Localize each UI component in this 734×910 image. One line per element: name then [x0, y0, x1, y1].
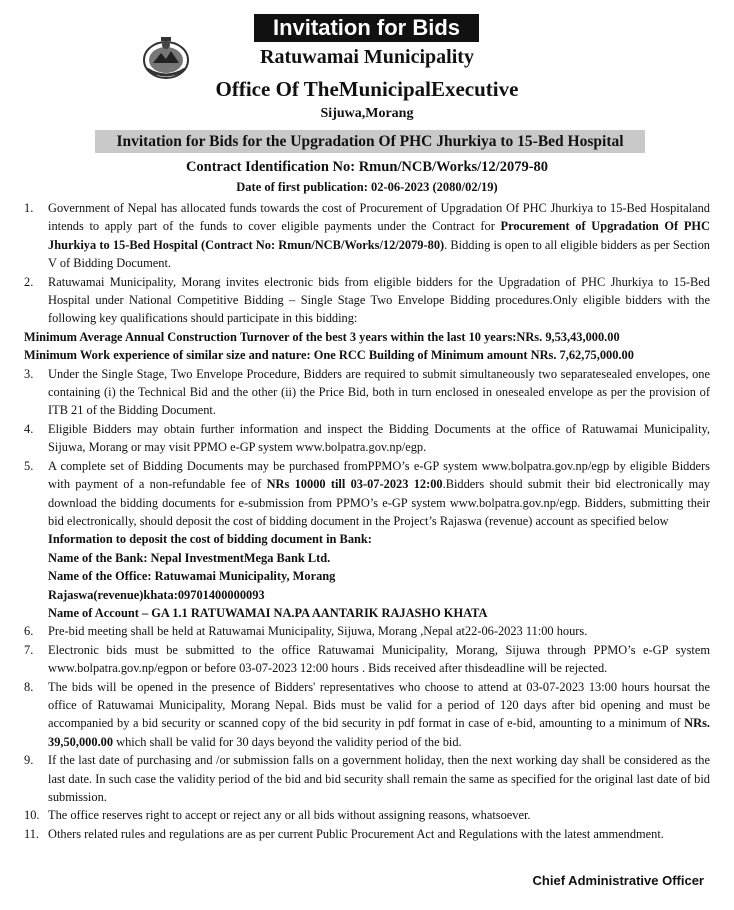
- item-number: 6.: [24, 624, 34, 639]
- item-text: Under the Single Stage, Two Envelope Procedure, Bidders are required to submit simultaneously two separatesealed envelopes, one containing (i) the Technical Bid and the other (ii) the Price Bid, both in turn enclosed in onesealed envelope as per the provision of ITB 21 of the Bidding Document.: [48, 366, 710, 418]
- notice-title: Invitation for Bids: [254, 14, 479, 42]
- revenue-account-number: Rajaswa(revenue)khata:09701400000093: [48, 587, 265, 602]
- list-item: [24, 622, 710, 640]
- item-text: .Bidders should submit their bid electronically may download the bidding documents for e-submission from PPMO’s e-GP system www.bolpatra.gov.np/egp. Bidders, submitting their bid electronically, should deposit the cost of bidding document in the Project’s Rajaswa (revenue) account as specified below: [48, 477, 711, 528]
- item-number: 8.: [24, 679, 34, 694]
- signature-title: Chief Administrative Officer: [532, 873, 704, 888]
- item-bold-text: NRs 10000 till 03-07-2023 12:00: [266, 477, 443, 492]
- item-text: Electronic bids must be submitted to the office Ratuwamai Municipality, Morang, Sijuwa through PPMO’s e-GP system www.bolpatra.gov.np/egpon or before 03-07-2023 12:00 hours . Bids received after thisdeadline will be rejected.: [48, 642, 710, 676]
- item-text: Government of Nepal has allocated funds towards the cost of Procurement of Upgradation Of PHC Jhurkiya to 15-Bed Hospitaland intends to apply part of the funds to cover eligible payments under the Contract for: [48, 201, 710, 234]
- list-item: [24, 273, 710, 365]
- list-item: [24, 199, 710, 273]
- office-name: Office Of TheMunicipalExecutive: [215, 77, 519, 101]
- item-bold-text: NRs. 39,50,000.00: [48, 716, 710, 749]
- item-text: The office reserves right to accept or reject any or all bids without assigning reasons, whatsoever.: [48, 808, 531, 823]
- office-account-name: Name of the Office: Ratuwamai Municipality, Morang: [48, 569, 336, 584]
- item-number: 10.: [24, 808, 40, 823]
- item-text: A complete set of Bidding Documents may be purchased fromPPMO’s e-GP system www.bolpatra.gov.np/egp by eligible Bidders with payment of a non-refundable fee of: [48, 458, 710, 492]
- item-text: Pre-bid meeting shall be held at Ratuwamai Municipality, Sijuwa, Morang ,Nepal at22-06-2023 11:00 hours.: [48, 624, 588, 639]
- organization-name: Ratuwamai Municipality: [260, 46, 474, 68]
- bank-info-heading: Information to deposit the cost of bidding document in Bank:: [48, 532, 372, 547]
- item-text: If the last date of purchasing and /or submission falls on a government holiday, then the next working day shall be considered as the last date. In such case the validity period of the bid and bid security shall remain the same as specified for the original last date of bid submission.: [48, 753, 710, 804]
- item-number: 1.: [24, 201, 34, 215]
- list-item: [24, 806, 710, 824]
- item-number: 3.: [24, 366, 34, 381]
- item-number: 5.: [24, 458, 34, 473]
- list-item: [24, 457, 710, 623]
- account-name: Name of Account – GA 1.1 RATUWAMAI NA.PA AANTARIK RAJASHO KHATA: [48, 605, 488, 620]
- item-number: 4.: [24, 421, 34, 436]
- item-number: 7.: [24, 642, 34, 657]
- item-text: Others related rules and regulations are as per current Public Procurement Act and Regulations with the latest ammendment.: [48, 826, 664, 841]
- list-item: [24, 751, 710, 806]
- item-text: Ratuwamai Municipality, Morang invites electronic bids from eligible bidders for the Upgradation of PHC Jhurkiya to 15-Bed Hospital under National Competitive Bidding – Single Stage Two Envelope Bidding procedures.Only eligible bidders with the following key qualifications should participate in this bidding:: [48, 274, 710, 326]
- list-item: [24, 641, 710, 678]
- list-item: [24, 420, 710, 457]
- item-bold-text: Procurement of Upgradation Of PHC Jhurkiya to 15-Bed Hospital (Contract No: Rmun/NCB/Works/12/2079-80): [48, 219, 710, 252]
- notice-banner: Invitation for Bids for the Upgradation Of PHC Jhurkiya to 15-Bed Hospital: [95, 130, 645, 153]
- item-number: 11.: [24, 826, 40, 841]
- qualification-experience: Minimum Work experience of similar size and nature: One RCC Building of Minimum amount NRs. 7,62,75,000.00: [24, 348, 634, 363]
- bank-name: Name of the Bank: Nepal InvestmentMega Bank Ltd.: [48, 550, 331, 565]
- item-text: . Bidding is open to all eligible bidders as per Section V of Bidding Document.: [48, 237, 710, 271]
- item-text: The bids will be opened in the presence of Bidders' representatives who choose to attend at 03-07-2023 13:00 hours hoursat the office of Ratuwamai Municipality, Morang Nepal. Bids must be valid for a period of 120 days after bid opening and must be accompanied by a bid security or scanned copy of the bid security in pdf format in case of e-bid, amounting to a minimum of: [48, 679, 710, 731]
- qualification-turnover: Minimum Average Annual Construction Turnover of the best 3 years within the last 10 years:NRs. 9,53,43,000.00: [24, 329, 620, 344]
- location: Sijuwa,Morang: [320, 106, 414, 121]
- publication-date: Date of first publication: 02-06-2023 (2080/02/19): [236, 180, 498, 194]
- item-text: which shall be valid for 30 days beyond the validity period of the bid.: [113, 734, 462, 749]
- list-item: [24, 365, 710, 420]
- item-number: 2.: [24, 274, 34, 289]
- contract-identification: Contract Identification No: Rmun/NCB/Works/12/2079-80: [185, 159, 549, 175]
- clause-list: [24, 199, 710, 843]
- item-text: Eligible Bidders may obtain further information and inspect the Bidding Documents at the office of Ratuwamai Municipality, Sijuwa, Morang or may visit PPMO e-GP system www.bolpatra.gov.np/egp.: [48, 421, 710, 455]
- list-item: [24, 678, 710, 752]
- list-item: [24, 825, 710, 843]
- item-number: 9.: [24, 753, 34, 768]
